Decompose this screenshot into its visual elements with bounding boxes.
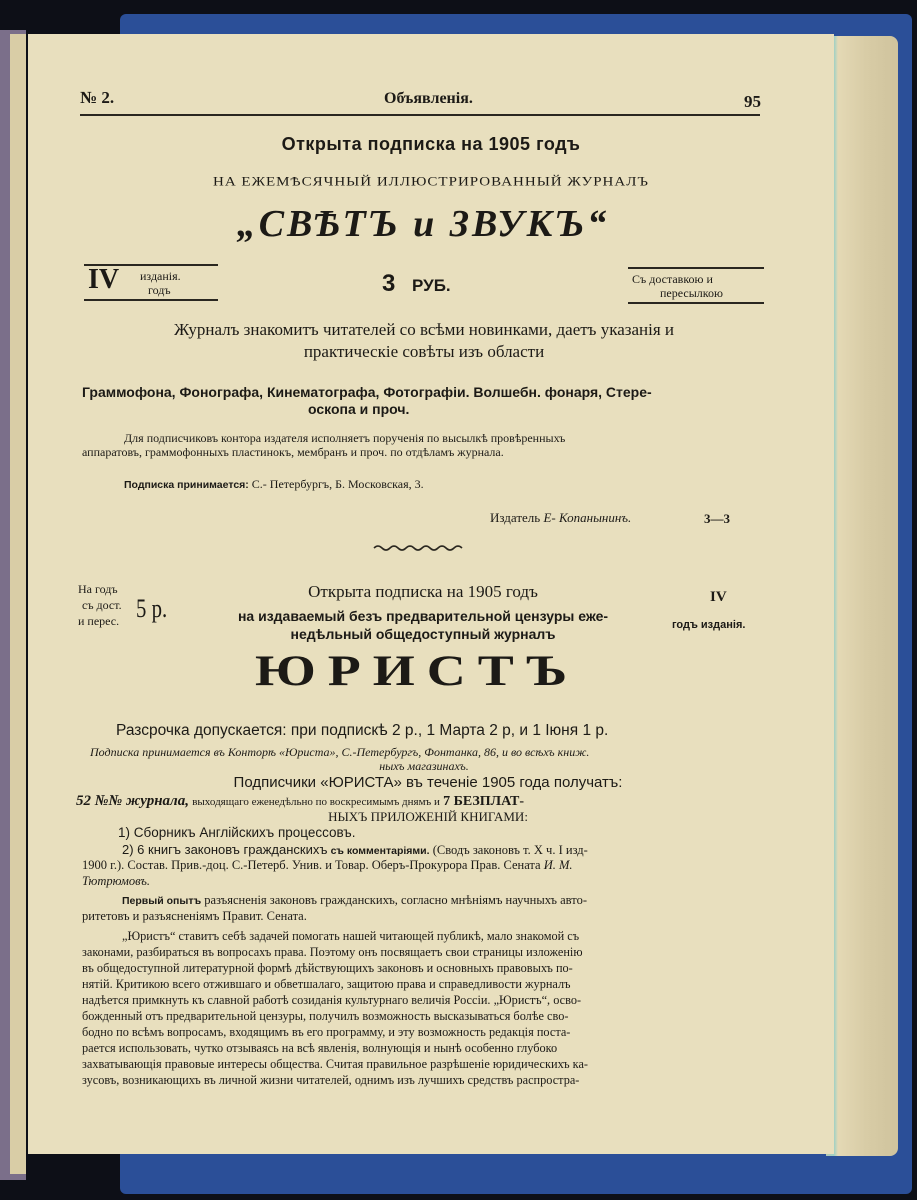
ad2-subtitle-1: на издаваемый безъ предварительной цензуры еже- bbox=[237, 608, 609, 624]
ad2-issues-end: 7 БЕЗПЛАТ- bbox=[443, 794, 524, 809]
ad2-right-label: годъ изданія. bbox=[672, 619, 746, 631]
ad2-issues-rest: выходящаго еженедѣльно по воскресимымъ днямъ и bbox=[192, 796, 440, 808]
ad2-first-2: ритетовъ и разъясненіямъ Правит. Сената. bbox=[82, 909, 307, 923]
ad2-accept-1: Подписка принимается въ Конторѣ «Юриста», С.-Петербургъ, Фонтанка, 86, и во всѣхъ книж. bbox=[90, 745, 590, 759]
ad2-body-line: бодно по всѣмъ вопросамъ, входящимъ въ его программу, и эту возможность редакція поста- bbox=[82, 1025, 571, 1039]
ad2-title: Открыта подписка на 1905 годъ bbox=[308, 582, 538, 601]
section-title: Объявленія. bbox=[384, 90, 473, 107]
ad2-subtitle-2: недѣльный общедоступный журналъ bbox=[290, 626, 556, 642]
ad2-body-line: „Юристъ“ ставитъ себѣ задачей помогать нашей читающей публикѣ, мало знакомой съ bbox=[122, 929, 580, 943]
header-rule bbox=[80, 114, 760, 116]
ad2-body-line: захватывающія правовые интересы общества. Считая правильное разрѣшеніе юридическихъ ка- bbox=[82, 1057, 589, 1071]
page-number: 95 bbox=[744, 92, 761, 111]
ad1-year-label-2: годъ bbox=[148, 283, 171, 297]
wavy-divider-ornament bbox=[372, 544, 466, 552]
ad2-item-2a bbox=[122, 842, 588, 858]
ad2-item-2a-start: 2) 6 книгъ законовъ гражданскихъ bbox=[122, 842, 328, 857]
ad1-delivery-rule-bottom bbox=[628, 302, 764, 304]
ad1-publisher bbox=[490, 510, 631, 526]
ad1-subtitle: НА ЕЖЕМѢСЯЧНЫЙ ИЛЛЮСТРИРОВАННЫЙ ЖУРНАЛЪ bbox=[213, 175, 649, 189]
ad2-body-line: въ общедоступной литературной формѣ дѣйствующихъ законовъ и основныхъ правовыхъ по- bbox=[82, 961, 573, 975]
ad2-left-2: съ дост. bbox=[82, 598, 122, 612]
ad1-subscription bbox=[124, 477, 424, 492]
ad2-accept-2: ныхъ магазинахъ. bbox=[379, 759, 469, 773]
facing-page-edge bbox=[10, 34, 26, 1174]
ad1-price: 3 bbox=[382, 270, 396, 297]
ad1-intro-2: практическіе совѣты изъ области bbox=[303, 342, 545, 361]
ad2-body-line: зусовъ, возникающихъ въ личной жизни читателей, однимъ изъ лучшихъ средствъ распростра- bbox=[82, 1073, 580, 1087]
ad2-left-price: 5 р. bbox=[136, 594, 168, 623]
issue-number: № 2. bbox=[80, 88, 115, 107]
ad1-delivery-1: Съ доставкою и bbox=[632, 272, 713, 286]
ad2-first-bold: Первый опытъ bbox=[122, 895, 202, 907]
ad2-item-2b bbox=[82, 858, 573, 873]
ad2-issues-bold: 52 №№ журнала, bbox=[76, 793, 189, 809]
ad1-year-label-1: изданія. bbox=[140, 269, 181, 283]
ad1-price-unit: РУБ. bbox=[412, 276, 451, 295]
ad2-body-line: божденный отъ предварительной цензуры, получилъ возможность высказываться болѣе сво- bbox=[82, 1009, 569, 1023]
ad2-right-roman: IV bbox=[710, 589, 727, 605]
ad2-receive: Подписчики «ЮРИСТА» въ теченіе 1905 года получатъ: bbox=[233, 774, 623, 791]
ad2-item-2b-name: И. М. bbox=[543, 858, 573, 872]
ad1-title: Открыта подписка на 1905 годъ bbox=[281, 134, 581, 154]
ad1-year-roman: IV bbox=[88, 264, 120, 295]
ad1-topics-1: Граммофона, Фонографа, Кинематографа, Фотографіи. Волшебн. фонаря, Стере- bbox=[82, 384, 652, 400]
ad1-topics-2: оскопа и проч. bbox=[308, 401, 410, 417]
ad2-first-1: разъясненія законовъ гражданскихъ, согласно мнѣніямъ научныхъ авто- bbox=[204, 893, 587, 907]
ad2-item-2b-text: 1900 г.). Состав. Прив.-доц. С.-Петерб. Унив. и Товар. Оберъ-Прокурора Прав. Сената bbox=[82, 858, 541, 872]
ad1-insertion-count: 3—3 bbox=[704, 511, 730, 526]
ad2-installment: Разсрочка допускается: при подпискѣ 2 р., 1 Марта 2 р, и 1 Іюня 1 р. bbox=[116, 722, 609, 739]
ad2-body-line: нятій. Критикою всего отжившаго и обветшалаго, защитою права и справедливости журналъ bbox=[82, 977, 571, 991]
ad2-left-3: и перес. bbox=[78, 614, 120, 628]
ad2-first-line bbox=[122, 893, 587, 908]
ad1-delivery-rule-top bbox=[628, 267, 764, 269]
ad2-body-line: рается использовать, чутко отзываясь на всѣ явленія, волнующія и нынѣ особенно глубоко bbox=[82, 1041, 558, 1055]
ad2-body-line: надѣется примкнуть къ славной работѣ созиданія культурнаго величія Россіи. „Юристъ“, осво- bbox=[82, 993, 582, 1007]
ad2-item-2c: Тютрюмовъ. bbox=[82, 874, 151, 888]
ad1-publisher-label: Издатель bbox=[490, 510, 541, 525]
ad1-service-1: Для подписчиковъ контора издателя исполняетъ порученія по высылкѣ провѣренныхъ bbox=[124, 431, 566, 445]
ad2-left-1: На годъ bbox=[78, 582, 118, 596]
ad2-journal-name: ЮРИСТЪ bbox=[254, 646, 580, 695]
ad2-item-2a-end: (Сводъ законовъ т. X ч. I изд- bbox=[432, 843, 588, 857]
ad2-item-2a-bold: съ комментаріями. bbox=[330, 845, 430, 857]
ad1-subscription-label: Подписка принимается: bbox=[124, 479, 249, 491]
ad2-item-1: 1) Сборникъ Англійскихъ процессовъ. bbox=[118, 825, 356, 840]
ad2-body-line: законами, разбираться въ вопросахъ права. Поэтому онъ посвящаетъ свои страницы изложенію bbox=[82, 945, 583, 959]
ad2-appendix: НЫХЪ ПРИЛОЖЕНІЙ КНИГАМИ: bbox=[328, 809, 528, 824]
ad1-subscription-address: С.- Петербургъ, Б. Московская, 3. bbox=[251, 477, 424, 491]
ad1-publisher-name: Е- Копанынинъ. bbox=[543, 510, 632, 525]
ad2-issues-line bbox=[76, 793, 524, 810]
ad1-service-2: аппаратовъ, граммофонныхъ пластинокъ, мембранъ и проч. по отдѣламъ журнала. bbox=[82, 445, 504, 459]
ad1-delivery-2: пересылкою bbox=[660, 286, 723, 300]
page-block-edges bbox=[826, 36, 898, 1156]
ad1-journal-name: „СВѢТЪ и ЗВУКЪ“ bbox=[236, 203, 610, 245]
ad1-year-rule-bottom bbox=[84, 299, 218, 301]
ad1-intro-1: Журналъ знакомитъ читателей со всѣми новинками, даетъ указанія и bbox=[173, 320, 675, 339]
scanned-page bbox=[28, 34, 834, 1154]
